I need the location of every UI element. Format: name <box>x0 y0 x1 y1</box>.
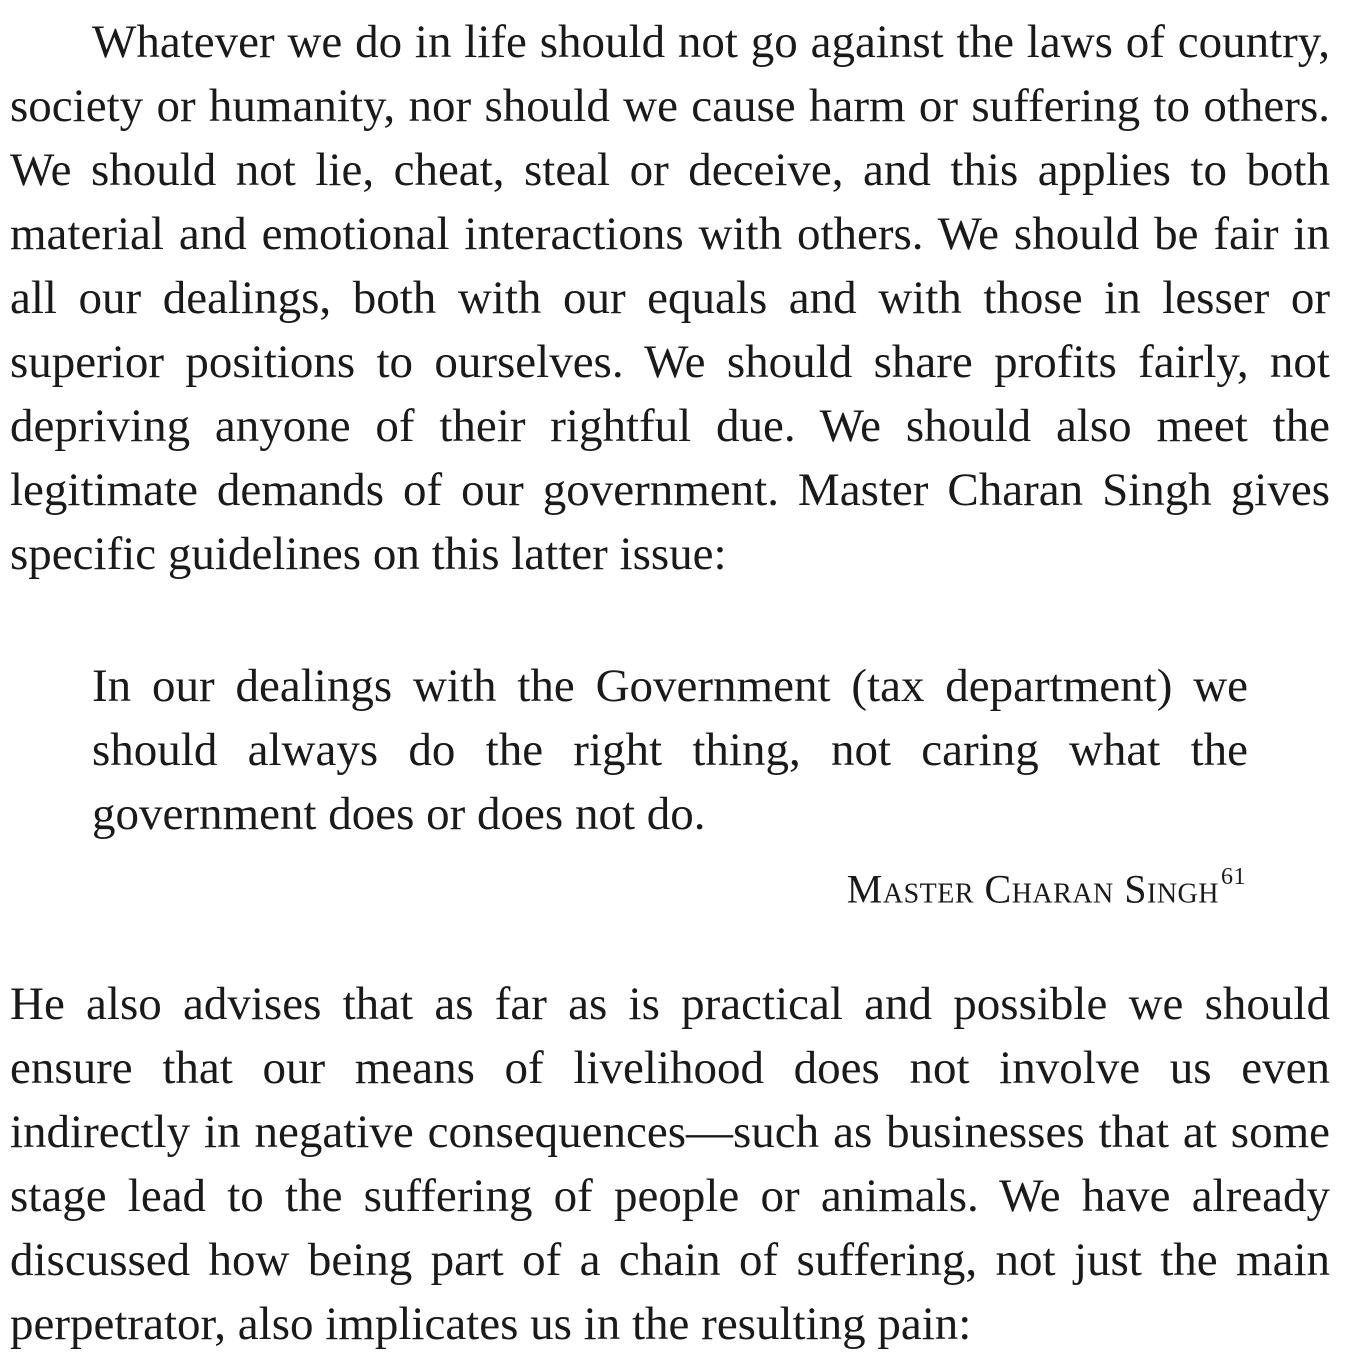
attribution-name: Master Charan Singh <box>846 866 1219 912</box>
footnote-marker: 61 <box>1221 864 1246 890</box>
body-paragraph-2: He also advises that as far as is practical and possible we should ensure that our means of livelihood does not involve us even indirectly in negative consequences—such as businesses that at some stage lead to the suffering of people or animals. We have already discussed how being part of a chain of suffering, not just the main perpetrator, also implicates us in the resulting pain: <box>10 978 1330 1350</box>
body-paragraph-1: Whatever we do in life should not go against the laws of country, society or humanity, nor should we cause harm or suffering to others. We should not lie, cheat, steal or deceive, and this applies to both material and emotional interactions with others. We should be fair in all our dealings, both with our equals and with those in lesser or superior positions to ourselves. We should share profits fairly, not depriving anyone of their rightful due. We should also meet the legitimate demands of our government. Master Charan Singh gives specific guidelines on this latter issue: <box>10 16 1330 580</box>
quote-attribution <box>847 856 1246 914</box>
block-quote: In our dealings with the Government (tax department) we should always do the right thing, not caring what the government does or does not do. <box>92 660 1248 840</box>
